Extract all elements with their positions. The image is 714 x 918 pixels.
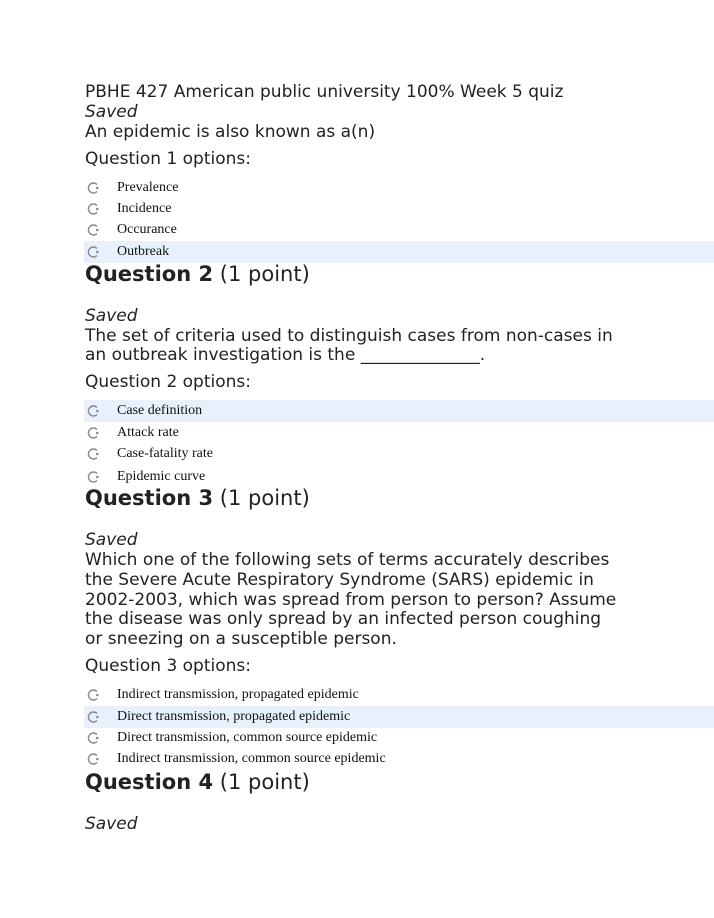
- option-label: Case-fatality rate: [117, 446, 214, 461]
- option-label: Direct transmission, propagated epidemic: [117, 709, 351, 724]
- q2-option-case-fatality-rate[interactable]: [84, 443, 714, 465]
- q1-text: An epidemic is also known as a(n): [85, 122, 376, 142]
- q2-text-line-1: The set of criteria used to distinguish cases from non-cases in: [85, 326, 613, 346]
- option-label: Incidence: [117, 201, 172, 216]
- q2-text-line-2: an outbreak investigation is the ______________.: [85, 345, 486, 365]
- q1-options-label: Question 1 options:: [85, 149, 251, 169]
- q2-options-label: Question 2 options:: [85, 372, 251, 392]
- q3-text-line-3: 2002-2003, which was spread from person to person? Assume: [85, 590, 617, 610]
- q3-option-indirect-common-source[interactable]: [84, 748, 714, 770]
- q3-heading: [85, 485, 310, 511]
- q4-number: Question 4: [85, 770, 214, 794]
- radio-icon: [87, 448, 99, 460]
- q4-points: (1 point): [219, 770, 310, 794]
- option-label: Indirect transmission, propagated epidemic: [117, 687, 359, 702]
- radio-icon: [87, 471, 99, 483]
- q3-option-direct-propagated-selected[interactable]: [84, 706, 714, 728]
- radio-icon: [87, 203, 99, 215]
- q2-points: (1 point): [219, 262, 310, 286]
- option-label: Direct transmission, common source epidemic: [117, 730, 378, 745]
- q4-heading: [85, 769, 310, 795]
- radio-icon: [87, 689, 99, 701]
- radio-icon: [87, 753, 99, 765]
- q3-option-indirect-propagated[interactable]: [84, 684, 714, 706]
- quiz-title: PBHE 427 American public university 100% Week 5 quiz: [85, 82, 564, 102]
- q1-option-prevalence[interactable]: [84, 177, 714, 199]
- option-label: Indirect transmission, common source epidemic: [117, 751, 386, 766]
- q2-saved-status: Saved: [85, 306, 138, 326]
- radio-icon: [87, 246, 99, 258]
- q2-heading: [85, 261, 310, 287]
- radio-icon: [87, 182, 99, 194]
- q2-option-attack-rate[interactable]: [84, 422, 714, 444]
- q1-option-incidence[interactable]: [84, 198, 714, 220]
- q1-option-occurance[interactable]: [84, 219, 714, 241]
- q4-saved-status: Saved: [85, 814, 138, 834]
- q1-saved-status: Saved: [85, 102, 138, 122]
- q3-points: (1 point): [219, 486, 310, 510]
- option-label: Outbreak: [117, 244, 170, 259]
- q3-options-label: Question 3 options:: [85, 656, 251, 676]
- q3-saved-status: Saved: [85, 530, 138, 550]
- radio-icon: [87, 732, 99, 744]
- radio-icon: [87, 405, 99, 417]
- radio-icon: [87, 711, 99, 723]
- q2-option-case-definition-selected[interactable]: [84, 400, 714, 422]
- q2-number: Question 2: [85, 262, 214, 286]
- q1-option-outbreak-selected[interactable]: [84, 241, 714, 263]
- q3-option-direct-common-source[interactable]: [84, 727, 714, 749]
- q3-text-line-4: the disease was only spread by an infected person coughing: [85, 609, 602, 629]
- q3-text-line-5: or sneezing on a susceptible person.: [85, 629, 397, 649]
- q3-number: Question 3: [85, 486, 214, 510]
- radio-icon: [87, 224, 99, 236]
- q3-text-line-2: the Severe Acute Respiratory Syndrome (SARS) epidemic in: [85, 570, 594, 590]
- option-label: Attack rate: [117, 425, 179, 440]
- option-label: Prevalence: [117, 180, 179, 195]
- q3-text-line-1: Which one of the following sets of terms accurately describes: [85, 550, 610, 570]
- option-label: Occurance: [117, 222, 177, 237]
- option-label: Case definition: [117, 403, 203, 418]
- option-label: Epidemic curve: [117, 469, 206, 484]
- radio-icon: [87, 427, 99, 439]
